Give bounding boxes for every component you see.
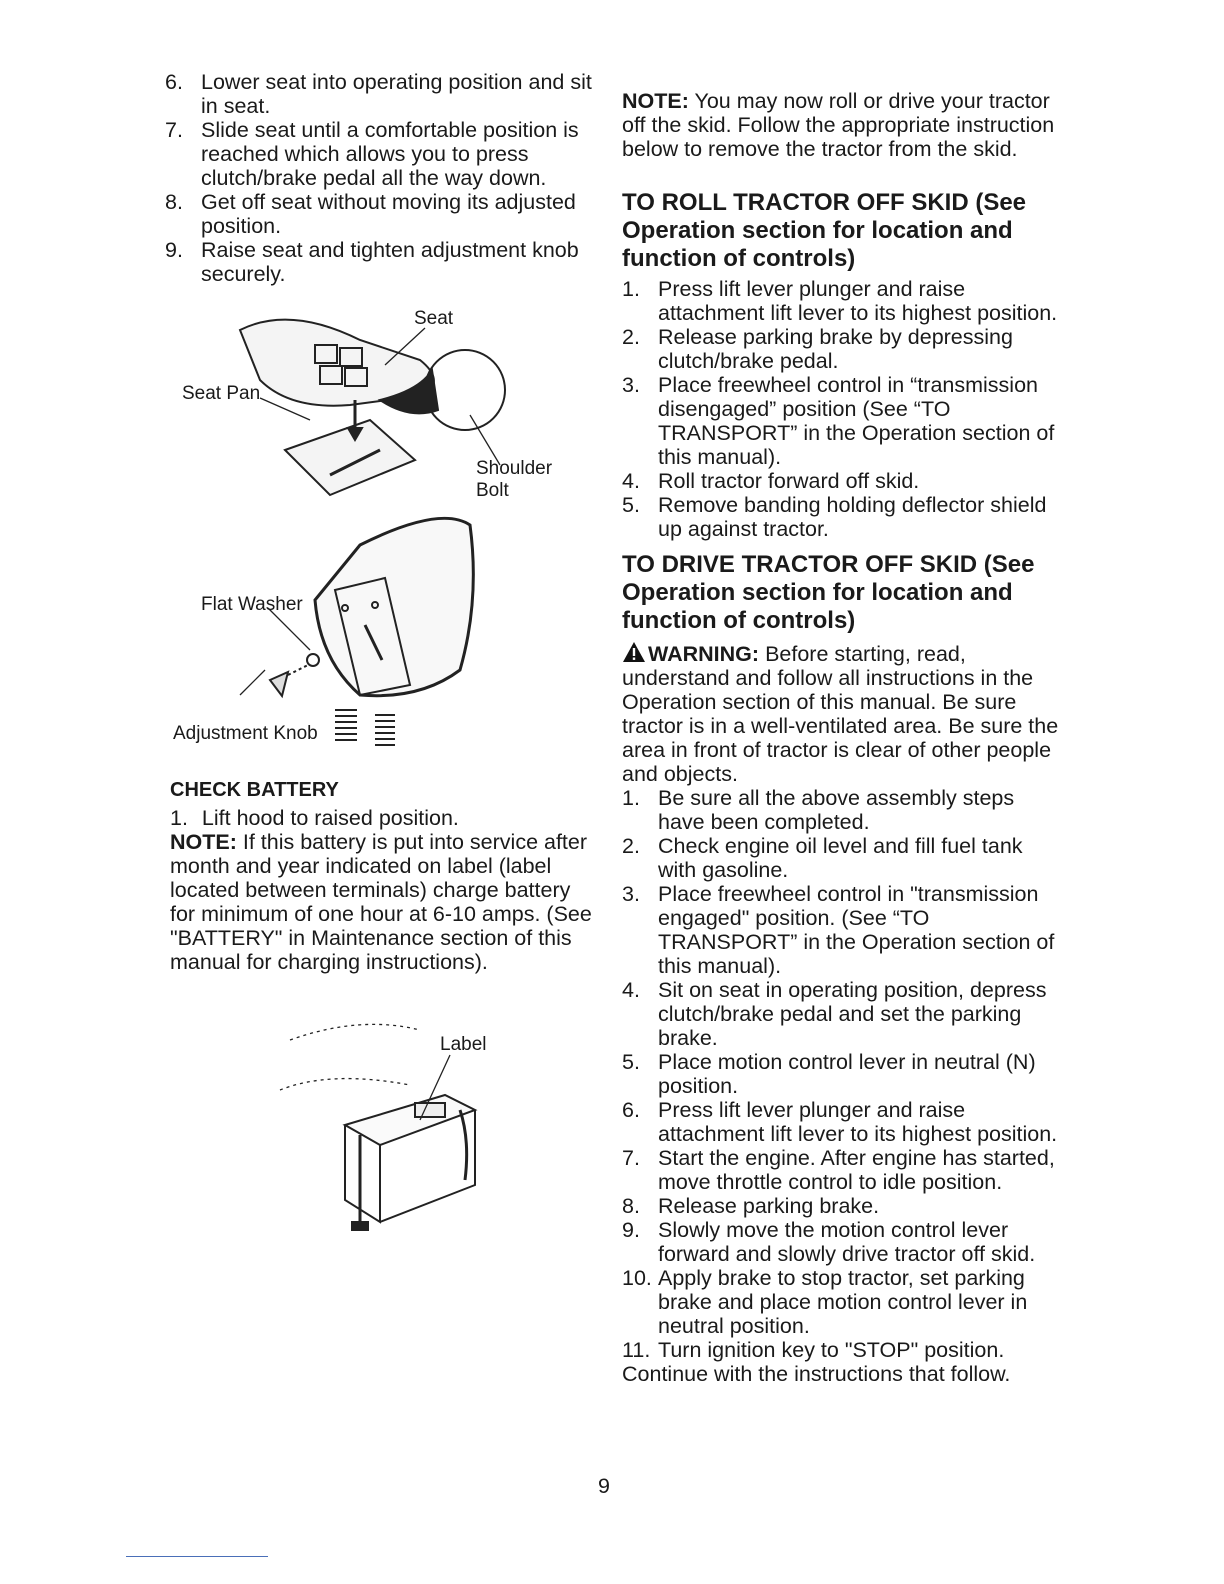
seat-steps-list xyxy=(165,70,595,286)
step-text: Release parking brake by depressing clutch/brake pedal. xyxy=(658,325,1013,373)
warning-block xyxy=(622,641,1062,786)
step-number: 8. xyxy=(622,1194,640,1218)
battery-step-1 xyxy=(170,806,600,830)
step-text: Press lift lever plunger and raise attachment lift lever to its highest position. xyxy=(658,1098,1058,1146)
battery-note-label: NOTE: xyxy=(170,830,237,854)
step-text: Sit on seat in operating position, depress clutch/brake pedal and set the parking brake. xyxy=(658,978,1047,1050)
check-battery-heading: CHECK BATTERY xyxy=(170,779,339,801)
roll-off-skid-heading: TO ROLL TRACTOR OFF SKID (See Operation section for location and function of controls) xyxy=(622,189,1027,272)
left-column xyxy=(165,70,595,286)
list-item xyxy=(165,118,595,190)
step-text: Roll tractor forward off skid. xyxy=(658,469,920,493)
step-number: 11. xyxy=(622,1338,651,1362)
step-text: Be sure all the above assembly steps have been completed. xyxy=(658,786,1015,834)
list-item xyxy=(165,70,595,118)
skid-note-label: NOTE: xyxy=(622,89,689,113)
seat-pan-label: Seat Pan xyxy=(182,383,261,404)
warning-icon xyxy=(622,641,646,663)
list-item xyxy=(622,1218,1062,1266)
step-text: Turn ignition key to "STOP" position. xyxy=(658,1338,1005,1362)
step-number: 5. xyxy=(622,1050,640,1074)
list-item xyxy=(622,1266,1062,1338)
step-text: Check engine oil level and fill fuel tank with gasoline. xyxy=(658,834,1023,882)
drive-steps-list xyxy=(622,786,1062,1362)
list-item xyxy=(622,978,1062,1050)
list-item xyxy=(622,277,1062,325)
step-text: Slowly move the motion control lever forward and slowly drive tractor off skid. xyxy=(658,1218,1036,1266)
step-number: 2. xyxy=(622,325,640,349)
flat-washer-label: Flat Washer xyxy=(201,594,303,615)
right-column xyxy=(622,89,1062,1386)
step-number: 10. xyxy=(622,1266,652,1290)
list-item xyxy=(622,786,1062,834)
skid-note xyxy=(622,89,1062,161)
step-number: 6. xyxy=(622,1098,640,1122)
step-number: 8. xyxy=(165,190,183,214)
step-number: 9. xyxy=(622,1218,640,1242)
warning-label: WARNING: xyxy=(648,642,760,666)
step-number: 3. xyxy=(622,373,640,397)
roll-steps-list xyxy=(622,277,1062,541)
list-item xyxy=(165,238,595,286)
step-text: Lower seat into operating position and sit in seat. xyxy=(201,70,592,118)
step-number: 1. xyxy=(622,786,640,810)
step-number: 7. xyxy=(622,1146,640,1170)
step-number: 4. xyxy=(622,469,640,493)
step-number: 9. xyxy=(165,238,183,262)
step-number: 6. xyxy=(165,70,183,94)
list-item xyxy=(622,882,1062,978)
drive-off-skid-heading: TO DRIVE TRACTOR OFF SKID (See Operation section for location and function of controls) xyxy=(622,551,1035,634)
page-number: 9 xyxy=(598,1474,610,1498)
list-item xyxy=(622,1050,1062,1098)
list-item xyxy=(622,325,1062,373)
seat-diagram xyxy=(170,300,590,760)
step-text: Remove banding holding deflector shield up against tractor. xyxy=(658,493,1047,541)
step-number: 4. xyxy=(622,978,640,1002)
battery-label-caption: Label xyxy=(440,1034,487,1055)
list-item xyxy=(622,493,1062,541)
step-number: 3. xyxy=(622,882,640,906)
skid-note-text: You may now roll or drive your tractor off the skid. Follow the appropriate instruction below to remove the tractor from the skid. xyxy=(622,89,1055,161)
bolt-label: Bolt xyxy=(476,480,509,501)
shoulder-label: Shoulder xyxy=(476,458,553,479)
battery-note-text: If this battery is put into service after month and year indicated on label (label located between terminals) charge battery for minimum of one hour at 6-10 amps. (See "BATTERY" in Maintenance section of this manual for charging instructions). xyxy=(170,830,592,974)
list-item xyxy=(622,373,1062,469)
warning-text: Before starting, read, understand and follow all instructions in the Operation section of this manual. Be sure tractor is in a well-ventilated area. Be sure the area in front of tractor is clear of other people and objects. xyxy=(622,642,1059,786)
list-item xyxy=(622,469,1062,493)
battery-step-1-text: Lift hood to raised position. xyxy=(201,806,459,830)
step-number: 2. xyxy=(622,834,640,858)
step-text: Get off seat without moving its adjusted position. xyxy=(201,190,576,238)
list-item xyxy=(622,834,1062,882)
step-text: Raise seat and tighten adjustment knob securely. xyxy=(201,238,579,286)
step-number: 1. xyxy=(622,277,640,301)
list-item xyxy=(622,1338,1062,1362)
list-item xyxy=(622,1098,1062,1146)
list-item xyxy=(165,190,595,238)
step-text: Start the engine. After engine has started, move throttle control to idle position. xyxy=(658,1146,1055,1194)
step-text: Place motion control lever in neutral (N) position. xyxy=(658,1050,1036,1098)
step-text: Place freewheel control in "transmission engaged" position. (See “TO TRANSPORT” in the Operation section of this manual). xyxy=(658,882,1055,978)
adjustment-knob-label: Adjustment Knob xyxy=(173,723,318,744)
list-item xyxy=(622,1146,1062,1194)
continue-instructions: Continue with the instructions that follow. xyxy=(622,1362,1011,1386)
battery-step-1-num: 1. xyxy=(170,806,188,830)
battery-figure xyxy=(270,1010,510,1240)
step-number: 7. xyxy=(165,118,183,142)
step-text: Place freewheel control in “transmission disengaged” position (See “TO TRANSPORT” in the Operation section of this manual). xyxy=(658,373,1055,469)
battery-note xyxy=(170,830,600,974)
list-item xyxy=(622,1194,1062,1218)
step-text: Release parking brake. xyxy=(658,1194,880,1218)
footer-rule xyxy=(126,1556,268,1557)
seat-figure xyxy=(170,300,590,760)
check-battery-section xyxy=(170,778,600,974)
step-text: Press lift lever plunger and raise attachment lift lever to its highest position. xyxy=(658,277,1058,325)
seat-label: Seat xyxy=(414,308,454,329)
step-text: Slide seat until a comfortable position is reached which allows you to press clutch/brake pedal all the way down. xyxy=(201,118,579,190)
step-number: 5. xyxy=(622,493,640,517)
step-text: Apply brake to stop tractor, set parking brake and place motion control lever in neutral position. xyxy=(658,1266,1028,1338)
